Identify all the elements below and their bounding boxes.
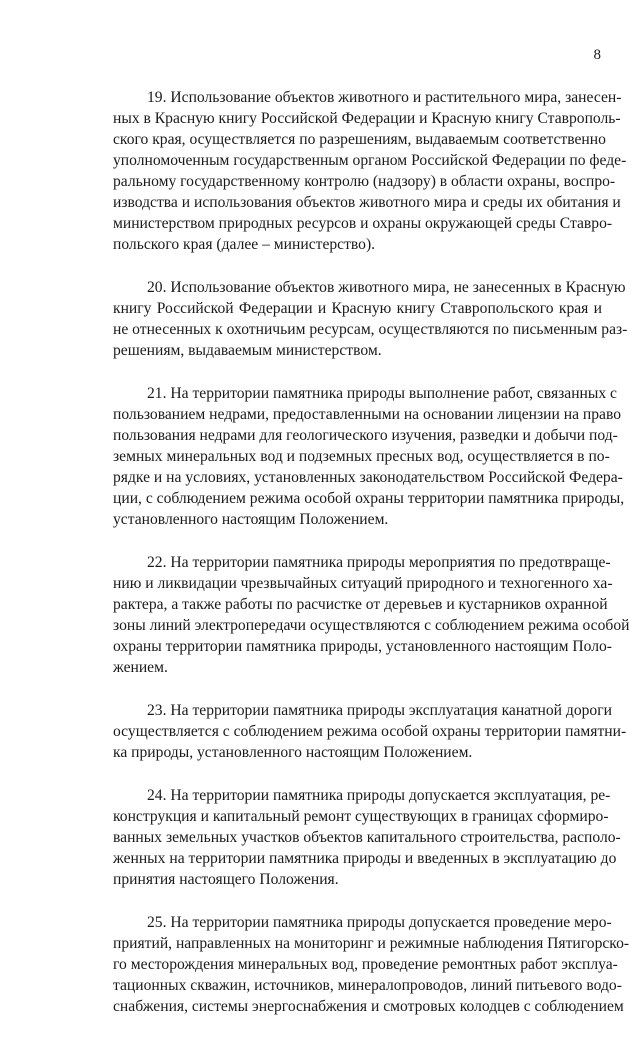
text-line: изводства и использования объектов животного мира и среды их обитания и — [113, 194, 621, 211]
text-line: 20. Использование объектов животного мира, не занесенных в Красную — [147, 279, 626, 296]
document-body — [113, 87, 630, 1039]
paragraph-23 — [113, 700, 627, 763]
paragraph-24 — [113, 785, 621, 890]
text-line: го месторождения минеральных вод, проведение ремонтных работ эксплуа- — [113, 956, 618, 973]
text-line: ского края, осуществляется по разрешениям, выдаваемым соответственно — [113, 131, 606, 148]
text-line: ральному государственному контролю (надзору) в области охраны, воспро- — [113, 173, 616, 190]
text-line: нию и ликвидации чрезвычайных ситуаций природного и техногенного ха- — [113, 575, 613, 592]
text-line: книгу Российской Федерации и Красную книгу Ставропольского края и — [113, 300, 602, 317]
text-line: уполномоченным государственным органом Российской Федерации по феде- — [113, 152, 627, 169]
text-line: решениям, выдаваемым министерством. — [113, 342, 382, 359]
text-line: пользованием недрами, предоставленными на основании лицензии на право — [113, 406, 622, 423]
text-line: снабжения, системы энергоснабжения и смотровых колодцев с соблюдением — [113, 998, 624, 1015]
text-line: 21. На территории памятника природы выполнение работ, связанных с — [147, 385, 617, 402]
text-line: тационных скважин, источников, минералопроводов, линий питьевого водо- — [113, 977, 622, 994]
text-line: 23. На территории памятника природы эксплуатация канатной дороги — [147, 702, 612, 719]
text-line: рактера, а также работы по расчистке от деревьев и кустарников охранной — [113, 596, 608, 613]
text-line: 22. На территории памятника природы мероприятия по предотвраще- — [147, 554, 611, 571]
text-line: польского края (далее – министерство). — [113, 236, 376, 253]
paragraph-22 — [113, 552, 630, 678]
text-line: женных на территории памятника природы и введенных в эксплуатацию до — [113, 850, 617, 867]
text-line: земных минеральных вод и подземных пресных вод, осуществляется в по- — [113, 448, 610, 465]
text-line: 25. На территории памятника природы допускается проведение меро- — [147, 914, 612, 931]
text-line: зоны линий электропередачи осуществляются с соблюдением режима особой — [113, 617, 630, 634]
text-line: жением. — [113, 659, 168, 676]
text-line: министерством природных ресурсов и охраны окружающей среды Ставро- — [113, 215, 613, 232]
paragraph-25 — [113, 912, 630, 1017]
text-line: 24. На территории памятника природы допускается эксплуатация, ре- — [147, 787, 611, 804]
text-line: приятий, направленных на мониторинг и режимные наблюдения Пятигорско- — [113, 935, 630, 952]
text-line: 19. Использование объектов животного и растительного мира, занесен- — [147, 89, 622, 106]
text-line: не отнесенных к охотничьим ресурсам, осуществляются по письменным раз- — [113, 321, 628, 338]
text-line: ка природы, установленного настоящим Положением. — [113, 744, 473, 761]
paragraph-20 — [113, 277, 628, 361]
paragraph-21 — [113, 383, 625, 530]
text-line: ванных земельных участков объектов капитального строительства, располо- — [113, 829, 621, 846]
text-line: ных в Красную книгу Российской Федерации и Красную книгу Ставрополь- — [113, 110, 621, 127]
text-line: осуществляется с соблюдением режима особой охраны территории памятни- — [113, 723, 627, 740]
text-line: конструкция и капитальный ремонт существующих в границах сформиро- — [113, 808, 609, 825]
text-line: охраны территории памятника природы, установленного настоящим Поло- — [113, 638, 612, 655]
page-number: 8 — [593, 47, 601, 63]
text-line: рядке и на условиях, установленных законодательством Российской Федера- — [113, 469, 623, 486]
text-line: ции, с соблюдением режима особой охраны территории памятника природы, — [113, 490, 625, 507]
text-line: установленного настоящим Положением. — [113, 511, 389, 528]
text-line: пользования недрами для геологического изучения, разведки и добычи под- — [113, 427, 618, 444]
text-line: принятия настоящего Положения. — [113, 871, 339, 888]
paragraph-19 — [113, 87, 627, 255]
